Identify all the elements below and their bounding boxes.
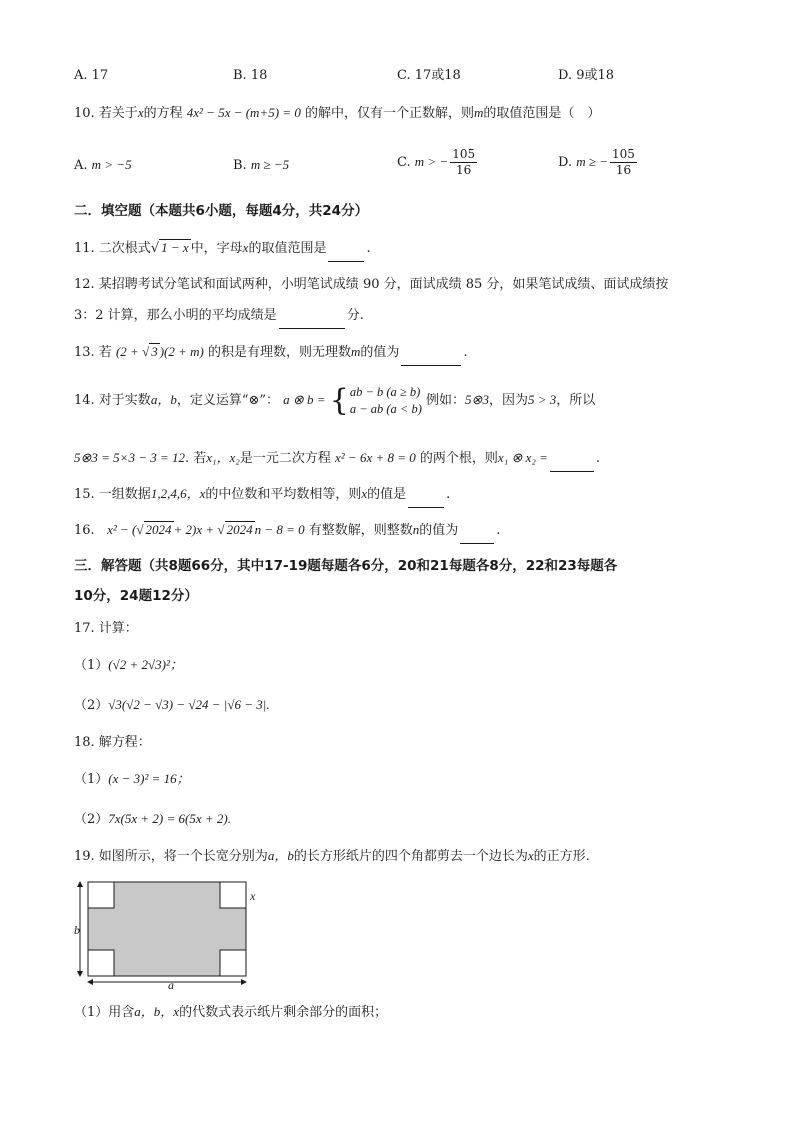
q11-text-c: 的取值范围是 — [248, 241, 327, 256]
q14-product: x₁ ⊗ x₂ = — [497, 450, 548, 465]
q15 — [74, 484, 450, 508]
q14-text-c: 例如： — [426, 393, 466, 408]
q16-eq-part-1: x² − ( — [107, 522, 137, 537]
q19-corner-square-tl — [88, 882, 114, 908]
q13 — [74, 342, 468, 366]
q19-vars-ab: a，b — [267, 848, 294, 863]
q10-option-c-letter: C. — [397, 155, 411, 170]
q11-text-d: . — [366, 241, 371, 256]
q9-option-d: D. 9或18 — [558, 68, 615, 83]
q13-radicand: 3 — [151, 344, 158, 359]
q14-example-1: 5⊗3 — [465, 392, 489, 407]
q10-var-m: m — [473, 105, 484, 120]
q10-option-d-denominator: 16 — [615, 163, 632, 177]
q11-radical: √ 1 − x — [150, 240, 189, 256]
q16-text-a: 16. — [74, 523, 95, 538]
q15-text-a: 15. 一组数据 — [74, 487, 151, 502]
q14-text-d: ，因为 — [488, 393, 528, 408]
q11-var-x: x — [242, 240, 249, 255]
q16-radicand-1: 2024 — [145, 522, 172, 537]
q17-part-1-expr: (√2 + 2√3)²； — [108, 657, 183, 672]
q14-case-2: a − ab (a < b) — [349, 401, 422, 416]
q14-text-b: ，定义运算“⊗”： — [176, 393, 280, 408]
q19-label-a: a — [168, 978, 174, 990]
q14-text-f: . 若 — [184, 451, 207, 466]
q12-line1: 12. 某招聘考试分笔试和面试两种，小明笔试成绩 90 分，面试成绩 85 分，如果笔试成绩、面试成绩按 — [74, 277, 669, 292]
q15-text-b: 的中位数和平均数相等，则 — [205, 487, 362, 502]
q10-option-c — [397, 147, 477, 178]
q11-text-a: 11. 二次根式 — [74, 241, 151, 256]
q13-answer-blank[interactable] — [401, 345, 461, 366]
q18-part-2 — [74, 809, 231, 830]
q19-part-1 — [74, 1002, 387, 1023]
q17-part-1 — [74, 655, 183, 676]
q14-text-g: 是一元二次方程 — [239, 451, 331, 466]
q16 — [74, 520, 500, 544]
q14-left-brace: { — [329, 382, 349, 418]
q16-eq-part-2: + 2)x + — [173, 522, 215, 537]
q13-factor-1-close: ) — [159, 344, 165, 359]
q15-data: 1,2,4,6，x — [150, 486, 206, 501]
q19-stem — [74, 846, 590, 867]
q14-text-i: . — [595, 451, 601, 466]
q14-line1 — [74, 380, 595, 421]
q19-rectangle-figure — [74, 878, 264, 990]
q10-option-d-expr: m ≥ − — [576, 154, 609, 169]
q19-label-b: b — [74, 923, 80, 937]
q15-answer-blank[interactable] — [408, 487, 444, 508]
q19-label-x: x — [250, 889, 256, 903]
q18-part-1-expr: (x − 3)² = 16； — [108, 771, 190, 786]
q17-part-2-label: （2） — [74, 698, 109, 713]
q10-stem-c: 的解中，仅有一个正数解，则 — [304, 106, 474, 121]
q14-operator-definition: a ⊗ b = — [283, 392, 326, 407]
q10-option-a — [74, 155, 132, 176]
section-2-title: 二．填空题（本题共6小题，每题4分，共24分） — [74, 203, 369, 219]
q10-equation: 4x² − 5x − (m+5) = 0 — [186, 105, 301, 120]
q14-case-1: ab − b (a ≥ b) — [349, 384, 421, 399]
q9-option-a: A. 17 — [74, 68, 109, 83]
q15-text-d: . — [446, 487, 451, 502]
q15-text-c: 的值是 — [367, 487, 407, 502]
q14-quadratic: x² − 6x + 8 = 0 — [335, 450, 416, 465]
section-3-title-line2: 10分，24题12分） — [74, 588, 198, 604]
q14-cases — [350, 384, 422, 418]
q16-text-c: 的值为 — [419, 523, 459, 538]
q16-equation: x² − (√ 2024 + 2)x + √ 2024 n − 8 = 0 — [107, 522, 305, 537]
q16-text-b: 有整数解，则整数 — [308, 523, 413, 538]
q10-option-c-fraction — [450, 147, 477, 178]
q16-eq-part-3: n − 8 = 0 — [254, 522, 305, 537]
q10-stem-d: 的取值范围是（ ） — [483, 106, 601, 121]
q14-text-h: 的两个根，则 — [419, 451, 498, 466]
q10-option-c-expr: m > − — [414, 154, 449, 169]
q10-stem-b: 的方程 — [143, 106, 183, 121]
q14-example-2: 5 > 3 — [527, 392, 557, 407]
q13-factor-1-open: (2 + — [115, 344, 139, 359]
q19-part-1-label: （1） — [74, 1005, 109, 1020]
q10-option-a-letter: A. — [74, 158, 88, 173]
q19-text-c: 的正方形. — [533, 849, 590, 864]
q13-factor-2: (2 + m) — [164, 344, 204, 359]
q11-answer-blank[interactable] — [328, 241, 364, 262]
q14-text-a: 14. 对于实数 — [74, 393, 151, 408]
q14-text-e: ，所以 — [556, 393, 596, 408]
q10-option-b — [233, 155, 289, 176]
q18-part-1-label: （1） — [74, 772, 109, 787]
q17-part-2-expr: √3(√2 − √3) − √24 − |√6 − 3|. — [108, 697, 270, 712]
q11 — [74, 238, 371, 262]
q16-text-d: . — [496, 523, 501, 538]
q12-text-b: 分. — [346, 308, 364, 323]
q18-title: 18. 解方程： — [74, 735, 151, 750]
q10-option-d — [558, 147, 637, 178]
q18-part-1 — [74, 769, 190, 790]
q10-option-c-denominator: 16 — [456, 163, 472, 177]
q13-text-d: . — [463, 345, 468, 360]
q12-text-a: 3：2 计算，那么小明的平均成绩是 — [74, 308, 277, 323]
q16-var-n: n — [412, 522, 420, 537]
q10-option-b-letter: B. — [233, 158, 247, 173]
q19-text-b: 的长方形纸片的四个角都剪去一个边长为 — [293, 849, 528, 864]
q17-part-2 — [74, 695, 270, 716]
q19-text-a: 19. 如图所示，将一个长宽分别为 — [74, 849, 268, 864]
q11-radicand: 1 − x — [161, 240, 189, 255]
q10-var-x: x — [137, 105, 144, 120]
q13-text-c: 的值为 — [360, 345, 400, 360]
q13-var-m: m — [351, 344, 361, 359]
q13-text-a: 13. 若 — [74, 345, 112, 360]
q19-part-1-text-b: 的代数式表示纸片剩余部分的面积； — [179, 1005, 388, 1020]
q10-stem — [74, 103, 600, 124]
q19-part-1-vars: a，b，x — [134, 1004, 180, 1019]
q14-line2 — [74, 448, 600, 472]
q10-stem-a: 10. 若关于 — [74, 106, 138, 121]
q10-option-b-expr: m ≥ −5 — [250, 157, 290, 172]
section-3-title-line1: 三．解答题（共8题66分，其中17-19题每题各6分，20和21每题各8分，22和23每题各 — [74, 558, 618, 574]
q14-roots: x₁，x₂ — [206, 450, 240, 465]
q13-text-b: 的积是有理数，则无理数 — [208, 345, 352, 360]
q19-part-1-text-a: 用含 — [108, 1005, 135, 1020]
q10-option-c-numerator: 105 — [452, 147, 476, 161]
q16-radicand-2: 2024 — [226, 522, 253, 537]
q16-answer-blank[interactable] — [460, 523, 494, 544]
q11-text-b: 中，字母 — [190, 241, 243, 256]
q10-option-d-letter: D. — [558, 155, 573, 170]
q15-var-x: x — [361, 486, 368, 501]
q14-vars: a，b — [150, 392, 177, 407]
q17-part-1-label: （1） — [74, 658, 109, 673]
q17-title: 17. 计算： — [74, 621, 138, 636]
q19-corner-square-br — [220, 950, 246, 976]
q14-answer-blank[interactable] — [550, 451, 594, 472]
q12-line2 — [74, 306, 364, 329]
q19-corner-square-bl — [88, 950, 114, 976]
q18-part-2-label: （2） — [74, 812, 109, 827]
q13-factor-1: (2 + √ 3 ) — [115, 344, 165, 359]
q10-option-a-expr: m > −5 — [91, 157, 132, 172]
q9-option-c: C. 17或18 — [397, 68, 461, 83]
q9-option-b: B. 18 — [233, 68, 268, 83]
q10-option-d-numerator: 105 — [612, 147, 635, 161]
q12-answer-blank[interactable] — [279, 308, 345, 329]
q10-option-d-fraction — [610, 147, 637, 178]
q14-example-calc: 5⊗3 = 5×3 − 3 = 12 — [74, 450, 185, 465]
q19-var-x: x — [527, 848, 534, 863]
q18-part-2-expr: 7x(5x + 2) = 6(5x + 2). — [108, 811, 231, 826]
q19-corner-square-tr — [220, 882, 246, 908]
